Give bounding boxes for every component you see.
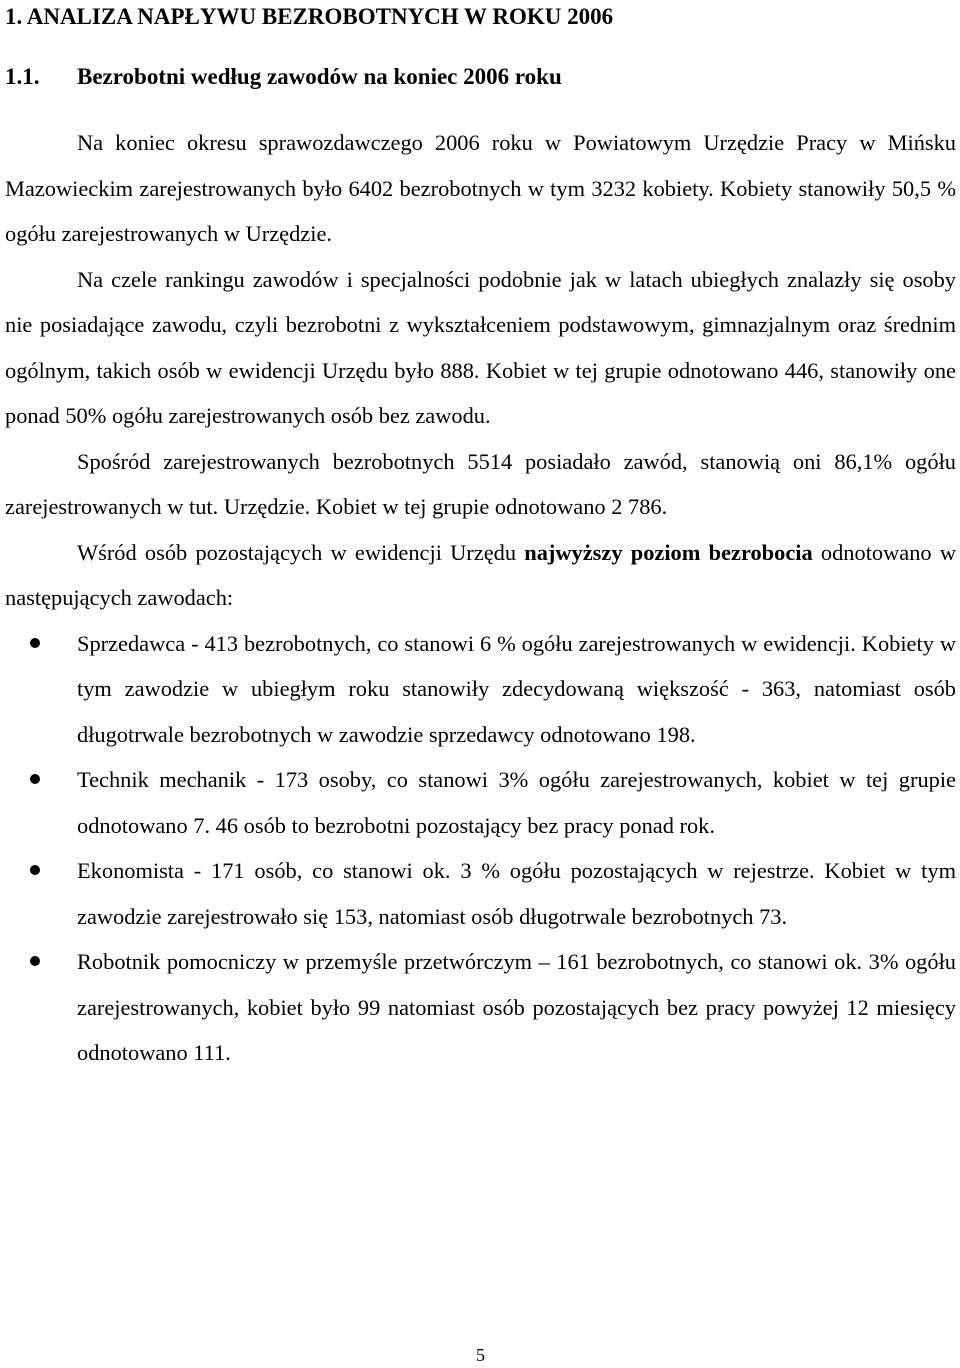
list-item-text: Ekonomista - 171 osób, co stanowi ok. 3 % ogółu pozostających w rejestrze. Kobiet w tym zawodzie zarejestrowało się 153, natomiast osób długotrwale bezrobotnych 73. <box>77 858 956 929</box>
paragraph-3: Spośród zarejestrowanych bezrobotnych 5514 posiadało zawód, stanowią oni 86,1% ogółu zarejestrowanych w tut. Urzędzie. Kobiet w tej grupie odnotowano 2 786. <box>5 448 956 519</box>
list-item <box>5 848 956 939</box>
paragraph-2: Na czele rankingu zawodów i specjalności podobnie jak w latach ubiegłych znalazły się osoby nie posiadające zawodu, czyli bezrobotni z wykształceniem podstawowym, gimnazjalnym oraz średnim ogólnym, takich osób w ewidencji Urzędu było 888. Kobiet w tej grupie odnotowano 446, stanowiły one ponad 50% ogółu zarejestrowanych osób bez zawodu. <box>5 266 956 428</box>
subsection-number: 1.1. <box>5 64 40 89</box>
list-item <box>5 939 956 1076</box>
subsection-title: Bezrobotni według zawodów na koniec 2006 roku <box>77 64 562 89</box>
body-text <box>5 120 956 1076</box>
page-number: 5 <box>476 1345 485 1365</box>
bullet-icon <box>30 638 40 648</box>
paragraph-4-end: odnotowano w następujących zawodach: <box>5 539 956 610</box>
occupation-list <box>5 621 956 1076</box>
list-item-text: Sprzedawca - 413 bezrobotnych, co stanowi 6 % ogółu zarejestrowanych w ewidencji. Kobiety w tym zawodzie w ubiegłym roku stanowiły zdecydowaną większość - 363, natomiast osób długotrwale bezrobotnych w zawodzie sprzedawcy odnotowano 198. <box>77 630 956 747</box>
list-item <box>5 621 956 758</box>
section-heading: 1. ANALIZA NAPŁYWU BEZROBOTNYCH W ROKU 2006 <box>5 4 614 29</box>
bullet-icon <box>30 865 40 875</box>
list-item-text: Robotnik pomocniczy w przemyśle przetwórczym – 161 bezrobotnych, co stanowi ok. 3% ogółu zarejestrowanych, kobiet było 99 natomiast osób pozostających bez pracy powyżej 12 miesięcy odnotowano 111. <box>77 949 956 1065</box>
bullet-icon <box>30 956 40 966</box>
list-item <box>5 757 956 848</box>
list-item-text: Technik mechanik - 173 osoby, co stanowi 3% ogółu zarejestrowanych, kobiet w tej grupie odnotowano 7. 46 osób to bezrobotni pozostający bez pracy ponad rok. <box>77 767 956 838</box>
highlight-text: najwyższy poziom bezrobocia <box>524 539 813 565</box>
bullet-icon <box>30 774 40 784</box>
paragraph-4 <box>5 530 956 621</box>
paragraph-1: Na koniec okresu sprawozdawczego 2006 roku w Powiatowym Urzędzie Pracy w Mińsku Mazowieckim zarejestrowanych było 6402 bezrobotnych w tym 3232 kobiety. Kobiety stanowiły 50,5 % ogółu zarejestrowanych w Urzędzie. <box>5 130 956 246</box>
subsection-heading <box>5 62 562 92</box>
paragraph-4-start: Wśród osób pozostających w ewidencji Urzędu <box>77 539 525 565</box>
